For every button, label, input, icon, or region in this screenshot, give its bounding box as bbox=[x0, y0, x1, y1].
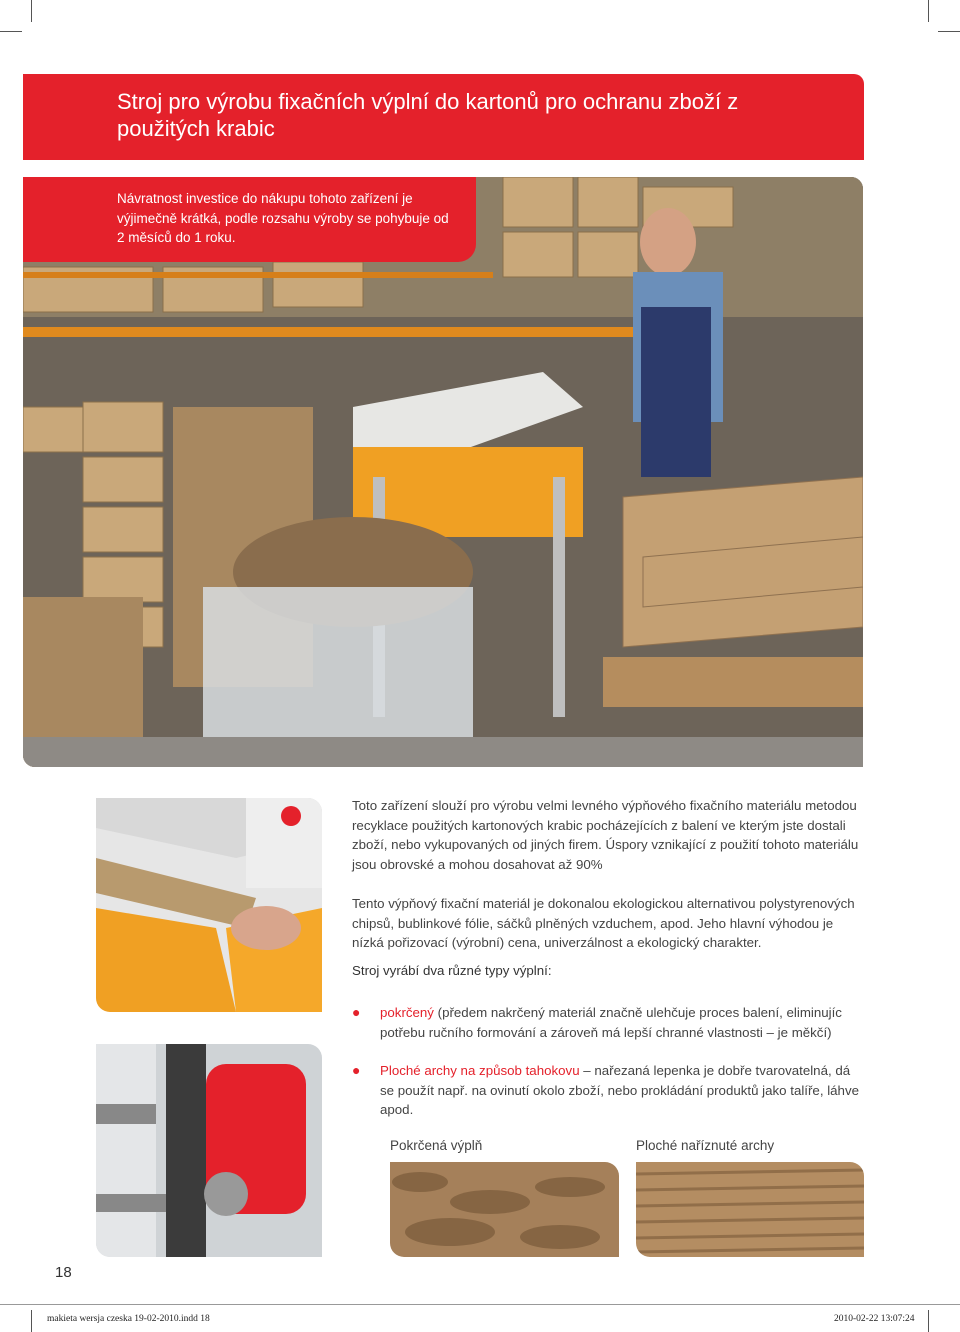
list-item bbox=[352, 1003, 867, 1043]
photo-crumpled-fill-illustration bbox=[390, 1162, 619, 1257]
crop-mark bbox=[31, 1310, 32, 1332]
types-subheading: Stroj vyrábí dva různé typy výplní: bbox=[352, 963, 552, 978]
photo-flat-sheets bbox=[636, 1162, 864, 1257]
list-item bbox=[352, 1061, 867, 1121]
list-item-highlight: pokrčený bbox=[380, 1005, 434, 1020]
hero-photo-warehouse-machine bbox=[23, 177, 863, 767]
alternative-paragraph: Tento výpňový fixační materiál je dokonalou ekologickou alternativou polystyrenových chipsů, bublinkové fólie, sáčků plněných vzduchem, apod. Jeho hlavní výhodou je nízká pořizovací (výrobní) cena, univerzálnost a ekologický charakter. bbox=[352, 896, 855, 951]
callout-text: Návratnost investice do nákupu tohoto zařízení je výjimečně krátká, podle rozsahu výroby se pohybuje od 2 měsíců do 1 roku. bbox=[117, 191, 449, 245]
crop-mark bbox=[928, 1310, 929, 1332]
list-item-content bbox=[380, 1061, 867, 1120]
photo-machine-gears-illustration bbox=[96, 1044, 322, 1257]
list-item-text: – nařezaná lepenka je dobře tvarovatelná, dá se použít např. na ovinutí okolo zboží, nebo prokládání produktů jako talíře, láhve apod. bbox=[380, 1063, 859, 1118]
photo-flat-sheets-illustration bbox=[636, 1162, 864, 1257]
crop-mark bbox=[938, 31, 960, 32]
photo-machine-feeding bbox=[96, 798, 322, 1012]
bullet-icon: ● bbox=[352, 1062, 361, 1078]
caption-flat-sheets: Ploché naříznuté archy bbox=[636, 1138, 775, 1153]
page-title: Stroj pro výrobu fixačních výplní do kartonů pro ochranu zboží z použitých krabic bbox=[117, 89, 739, 141]
caption-crumpled-fill: Pokrčená výplň bbox=[390, 1138, 483, 1153]
bullet-icon: ● bbox=[352, 1004, 361, 1020]
footer-timestamp: 2010-02-22 13:07:24 bbox=[834, 1314, 915, 1324]
photo-machine-feeding-illustration bbox=[96, 798, 322, 1012]
page-number: 18 bbox=[55, 1264, 72, 1281]
list-item-content bbox=[380, 1003, 867, 1042]
hero-photo-illustration bbox=[23, 177, 863, 767]
photo-crumpled-fill bbox=[390, 1162, 619, 1257]
list-item-highlight: Ploché archy na způsob tahokovu bbox=[380, 1063, 580, 1078]
crop-mark bbox=[0, 31, 22, 32]
footer-divider bbox=[0, 1304, 960, 1305]
photo-machine-gears bbox=[96, 1044, 322, 1257]
list-item-text: (předem nakrčený materiál značně ulehčuje proces balení, eliminujíc potřebu ručního formování a zároveň má lepší chranné vlastnosti – je měkčí) bbox=[380, 1005, 842, 1040]
intro-paragraph: Toto zařízení slouží pro výrobu velmi levného výpňového fixačního materiálu metodou recyklace použitých kartonových krabic pocházejících z balení ve kterým jste dostali zboží, nebo vykupovaných od jiných firem. Úspory vznikající z použití tohoto materiálu jsou obrovské a mohou dosahovat až 90% bbox=[352, 798, 859, 872]
footer-file-name: makieta wersja czeska 19-02-2010.indd 18 bbox=[47, 1314, 210, 1324]
crop-mark bbox=[31, 0, 32, 22]
crop-mark bbox=[928, 0, 929, 22]
